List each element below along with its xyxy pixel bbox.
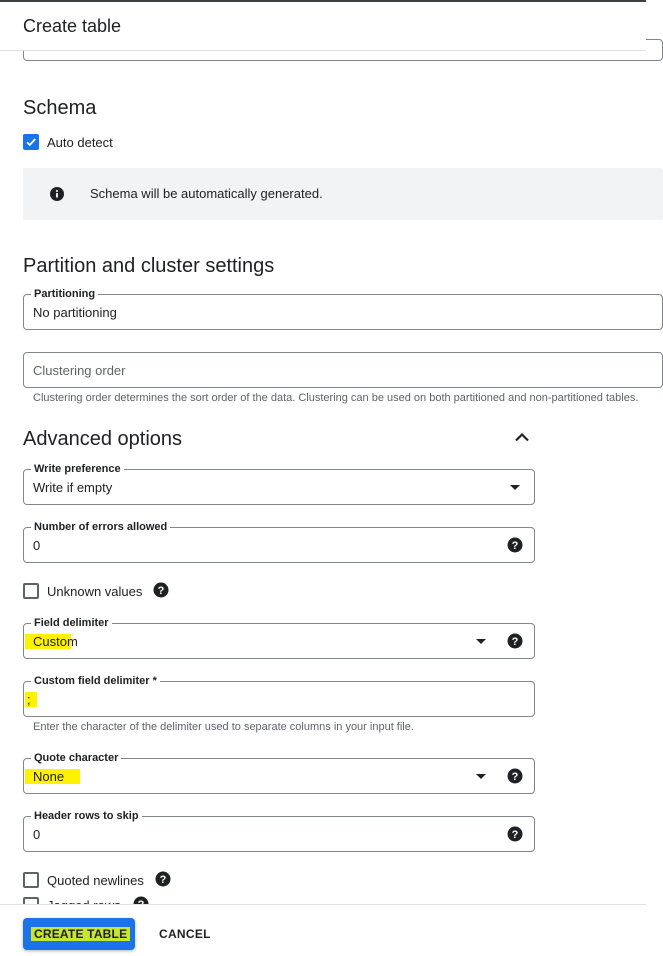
advanced-options-title: Advanced options xyxy=(23,428,183,450)
dialog-title: Create table xyxy=(23,16,122,36)
create-table-label: CREATE TABLE xyxy=(31,927,130,941)
field-delimiter-select[interactable] xyxy=(23,617,535,659)
svg-text:?: ? xyxy=(511,829,519,841)
custom-delimiter-hint: Enter the character of the delimiter used to separate columns in your input file. xyxy=(33,721,414,733)
errors-allowed-value: 0 xyxy=(33,538,41,553)
auto-detect-label: Auto detect xyxy=(47,135,113,150)
cancel-button[interactable]: CANCEL xyxy=(159,927,211,941)
svg-text:?: ? xyxy=(511,636,519,648)
write-preference-value: Write if empty xyxy=(33,480,113,495)
field-delimiter-label: Field delimiter xyxy=(31,616,112,630)
quote-character-label: Quote character xyxy=(31,751,121,765)
schema-info-text: Schema will be automatically generated. xyxy=(90,186,323,201)
header-rows-input[interactable] xyxy=(23,810,535,852)
unknown-values-label: Unknown values xyxy=(47,584,143,599)
partitioning-value: No partitioning xyxy=(33,305,117,320)
partitioning-select[interactable] xyxy=(23,288,663,330)
svg-text:?: ? xyxy=(159,874,167,886)
clustering-placeholder: Clustering order xyxy=(33,363,126,378)
write-preference-label: Write preference xyxy=(31,462,124,476)
dropdown-arrow-icon xyxy=(476,774,486,779)
chevron-up-icon[interactable] xyxy=(514,432,530,442)
errors-allowed-label: Number of errors allowed xyxy=(31,520,170,534)
quote-character-select[interactable] xyxy=(23,752,535,794)
help-icon[interactable] xyxy=(155,871,171,887)
info-icon xyxy=(50,187,64,201)
svg-text:?: ? xyxy=(511,540,519,552)
help-icon[interactable] xyxy=(153,582,169,598)
header-rows-label: Header rows to skip xyxy=(31,809,142,823)
clustering-hint: Clustering order determines the sort order of the data. Clustering can be used on both partitioned and non-partitioned tables. xyxy=(33,392,639,404)
help-icon[interactable] xyxy=(507,826,523,842)
dialog-footer xyxy=(0,904,646,956)
unknown-values-checkbox[interactable] xyxy=(23,583,39,599)
field-delimiter-value: Custom xyxy=(25,634,78,649)
check-icon xyxy=(25,136,37,148)
custom-delimiter-label: Custom field delimiter * xyxy=(31,674,160,688)
help-icon[interactable] xyxy=(507,537,523,553)
auto-detect-checkbox[interactable] xyxy=(23,134,39,150)
quoted-newlines-label: Quoted newlines xyxy=(47,873,144,888)
schema-info-box xyxy=(23,168,663,220)
help-icon[interactable] xyxy=(507,633,523,649)
dropdown-arrow-icon xyxy=(476,639,486,644)
header-rows-value: 0 xyxy=(33,827,41,842)
custom-delimiter-value: ; xyxy=(25,692,37,707)
dialog-header xyxy=(0,0,646,51)
partition-title: Partition and cluster settings xyxy=(23,255,275,277)
svg-text:?: ? xyxy=(511,771,519,783)
partitioning-label: Partitioning xyxy=(31,287,98,301)
clustering-order-input[interactable] xyxy=(23,352,663,388)
quote-character-value: None xyxy=(25,769,80,784)
help-icon[interactable] xyxy=(507,768,523,784)
schema-title: Schema xyxy=(23,97,97,119)
dropdown-arrow-icon xyxy=(510,485,520,490)
svg-text:?: ? xyxy=(157,585,165,597)
errors-allowed-input[interactable] xyxy=(23,521,535,563)
custom-delimiter-input[interactable] xyxy=(23,675,535,717)
write-preference-select[interactable] xyxy=(23,463,535,505)
create-table-button[interactable] xyxy=(23,918,135,950)
quoted-newlines-checkbox[interactable] xyxy=(23,872,39,888)
dialog-body[interactable] xyxy=(0,51,646,904)
